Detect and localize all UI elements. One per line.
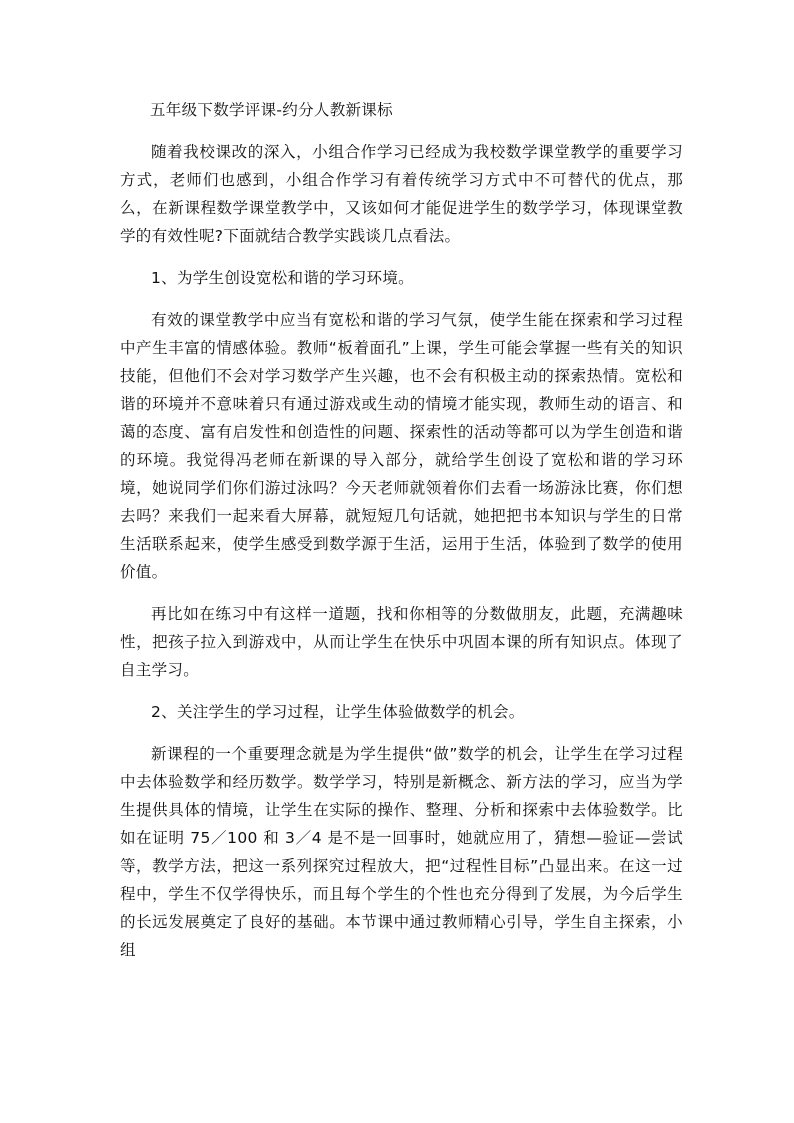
paragraph-section-2-body: 新课程的一个重要理念就是为学生提供“做”数学的机会，让学生在学习过程中去体验数学和经历数学。数学学习，特别是新概念、新方法的学习，应当为学生提供具体的情境，让学生在实际的操作、整理、分析和探索中去体验数学。比如在证明 75／100 和 3／4 是不是一回事时，她就应用了，猜想—验证—尝试等，教学方法，把这一系列探究过程放大，把“过程性目标”凸显出来。在这一过程中，学生不仅学得快乐，而且每个学生的个性也充分得到了发展，为今后学生的长远发展奠定了良好的基础。本节课中通过教师精心引导，学生自主探索，小组	[120, 745, 683, 959]
section-heading-1: 1、为学生创设宽松和谐的学习环境。	[151, 269, 414, 287]
document-title: 五年级下数学评课-约分人教新课标	[150, 101, 393, 119]
section-heading-2: 2、关注学生的学习过程，让学生体验做数学的机会。	[151, 703, 525, 721]
paragraph-section-1-example: 再比如在练习中有这样一道题，找和你相等的分数做朋友，此题，充满趣味性，把孩子拉入到游戏中，从而让学生在快乐中巩固本课的所有知识点。体现了自主学习。	[120, 605, 683, 679]
paragraph-section-1-body: 有效的课堂教学中应当有宽松和谐的学习气氛，使学生能在探索和学习过程中产生丰富的情感体验。教师“板着面孔”上课，学生可能会掌握一些有关的知识技能，但他们不会对学习数学产生兴趣，也不会有积极主动的探索热情。宽松和谐的环境并不意味着只有通过游戏或生动的情境才能实现，教师生动的语言、和蔼的态度、富有启发性和创造性的问题、探索性的活动等都可以为学生创造和谐的环境。我觉得冯老师在新课的导入部分，就给学生创设了宽松和谐的学习环境，她说同学们你们游过泳吗？今天老师就领着你们去看一场游泳比赛，你们想去吗？来我们一起来看大屏幕，就短短几句话就，她把把书本知识与学生的日常生活联系起来，使学生感受到数学源于生活，运用于生活，体验到了数学的使用价值。	[120, 311, 683, 581]
document-body	[120, 96, 683, 978]
paragraph-intro: 随着我校课改的深入，小组合作学习已经成为我校数学课堂教学的重要学习方式，老师们也感到，小组合作学习有着传统学习方式中不可替代的优点，那么，在新课程数学课堂教学中，又该如何才能促进学生的数学学习，体现课堂教学的有效性呢?下面就结合教学实践谈几点看法。	[120, 143, 683, 245]
